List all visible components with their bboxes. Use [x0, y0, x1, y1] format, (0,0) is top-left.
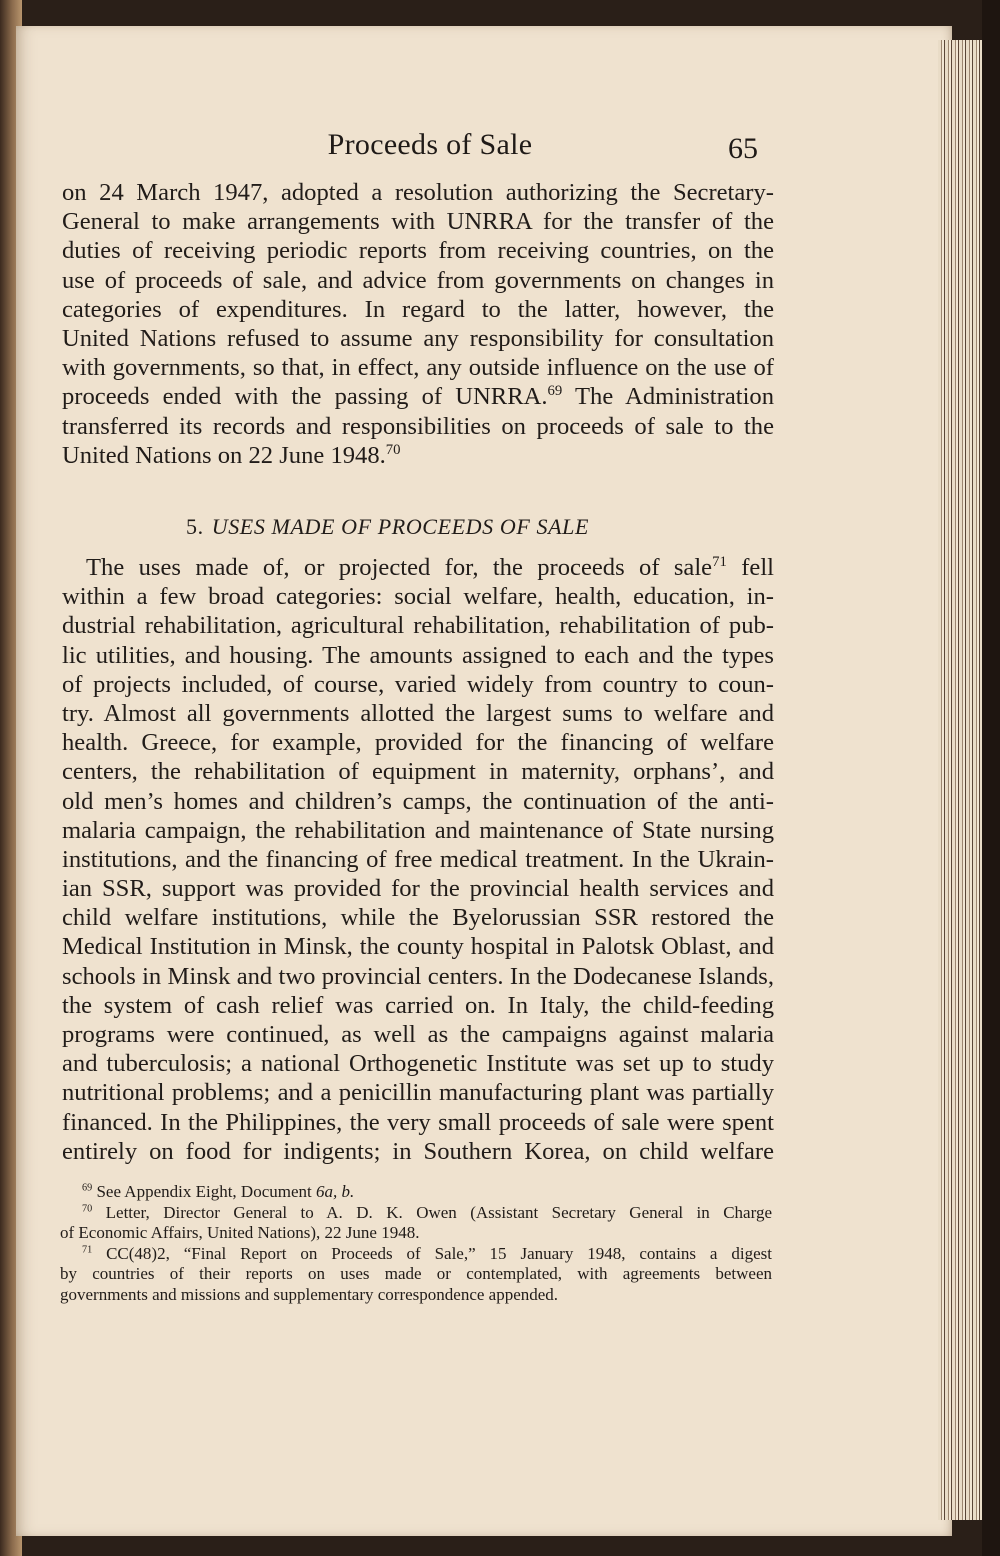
paragraph-2 [62, 553, 774, 1166]
section-heading [186, 514, 589, 540]
footnote-ref-71: 71 [712, 553, 727, 570]
text-line: with governments, so that, in effect, any outside influence on the use of [62, 354, 774, 382]
text-line: malaria campaign, the rehabilitation and maintenance of State nursing [62, 816, 774, 844]
footnote-text: Letter, Director General to A. D. K. Owen (Assistant Secretary General in Charge [105, 1202, 772, 1222]
text-line: General to make arrangements with UNRRA for the transfer of the [62, 208, 774, 236]
text-line: use of proceeds of sale, and advice from governments on changes in [62, 266, 774, 294]
text-line: the system of cash relief was carried on. In Italy, the child-feeding [62, 991, 774, 1019]
text-line: ian SSR, support was provided for the provincial health services and [62, 875, 774, 903]
footnote-ref-text: 6a, b. [316, 1182, 355, 1201]
running-head: Proceeds of Sale [327, 128, 533, 161]
text-line: categories of expenditures. In regard to the latter, however, the [62, 295, 774, 323]
text-line: nutritional problems; and a penicillin manufacturing plant was partially [62, 1079, 774, 1107]
text-line: lic utilities, and housing. The amounts assigned to each and the types [62, 641, 774, 669]
text-line [62, 553, 774, 582]
paragraph-1 [62, 178, 774, 470]
text-line: health. Greece, for example, provided for the financing of welfare [62, 729, 774, 757]
footnote-70-cont: of Economic Affairs, United Nations), 22 June 1948. [60, 1223, 420, 1242]
page-edges [938, 40, 982, 1520]
footnote-ref-69: 69 [547, 383, 563, 400]
text-line: within a few broad categories: social welfare, health, education, in- [62, 583, 774, 611]
text-segment: The Administration [562, 383, 774, 411]
footnote-number: 70 [82, 1202, 93, 1214]
text-segment: fell [726, 554, 774, 581]
footnote-71-cont: by countries of their reports on uses made or contemplated, with agreements between [60, 1264, 772, 1283]
text-line: Medical Institution in Minsk, the county hospital in Palotsk Oblast, and [62, 933, 774, 961]
footnote-text: See Appendix Eight, Document [96, 1182, 316, 1201]
scan-background-edge [982, 0, 1000, 1556]
page-number: 65 [728, 132, 758, 165]
text-line: schools in Minsk and two provincial centers. In the Dodecanese Islands, [62, 962, 774, 990]
text-segment: The uses made of, or projected for, the proceeds of sale [86, 554, 713, 581]
footnote-number: 71 [82, 1243, 93, 1255]
text-line: and tuberculosis; a national Orthogenetic Institute was set up to study [62, 1050, 774, 1078]
text-line: of projects included, of course, varied widely from country to coun- [62, 670, 774, 698]
text-segment: United Nations on 22 June 1948. [62, 441, 386, 469]
text-line: centers, the rehabilitation of equipment in maternity, orphans’, and [62, 758, 774, 786]
footnotes [60, 1182, 772, 1305]
footnote-70 [60, 1203, 772, 1224]
text-line: duties of receiving periodic reports from receiving countries, on the [62, 237, 774, 265]
text-line: transferred its records and responsibilities on proceeds of sale to the [62, 412, 774, 440]
page-header [0, 128, 1000, 178]
text-line: child welfare institutions, while the Byelorussian SSR restored the [62, 904, 774, 932]
text-line: financed. In the Philippines, the very small proceeds of sale were spent [62, 1108, 774, 1136]
footnote-text: CC(48)2, “Final Report on Proceeds of Sale,” 15 January 1948, contains a digest [106, 1243, 772, 1263]
footnote-69 [60, 1182, 772, 1203]
text-line [62, 382, 774, 411]
text-line: programs were continued, as well as the campaigns against malaria [62, 1021, 774, 1048]
text-line: dustrial rehabilitation, agricultural rehabilitation, rehabilitation of pub- [62, 612, 774, 640]
section-number: 5. [186, 514, 204, 539]
footnote-71 [60, 1244, 772, 1265]
text-line: United Nations refused to assume any responsibility for consultation [62, 324, 774, 352]
text-line: institutions, and the financing of free medical treatment. In the Ukrain- [62, 845, 774, 873]
text-line: entirely on food for indigents; in Southern Korea, on child welfare [62, 1137, 774, 1165]
footnote-ref-70: 70 [385, 441, 401, 458]
footnote-71-cont: governments and missions and supplementary correspondence appended. [60, 1284, 559, 1304]
section-title: USES MADE OF PROCEEDS OF SALE [211, 514, 589, 539]
text-line: old men’s homes and children’s camps, the continuation of the anti- [62, 787, 774, 815]
text-segment: proceeds ended with the passing of UNRRA. [62, 383, 548, 411]
text-line: on 24 March 1947, adopted a resolution authorizing the Secretary- [62, 179, 774, 206]
text-line: try. Almost all governments allotted the largest sums to welfare and [62, 699, 774, 727]
footnote-number: 69 [82, 1182, 93, 1194]
text-line [62, 441, 774, 470]
